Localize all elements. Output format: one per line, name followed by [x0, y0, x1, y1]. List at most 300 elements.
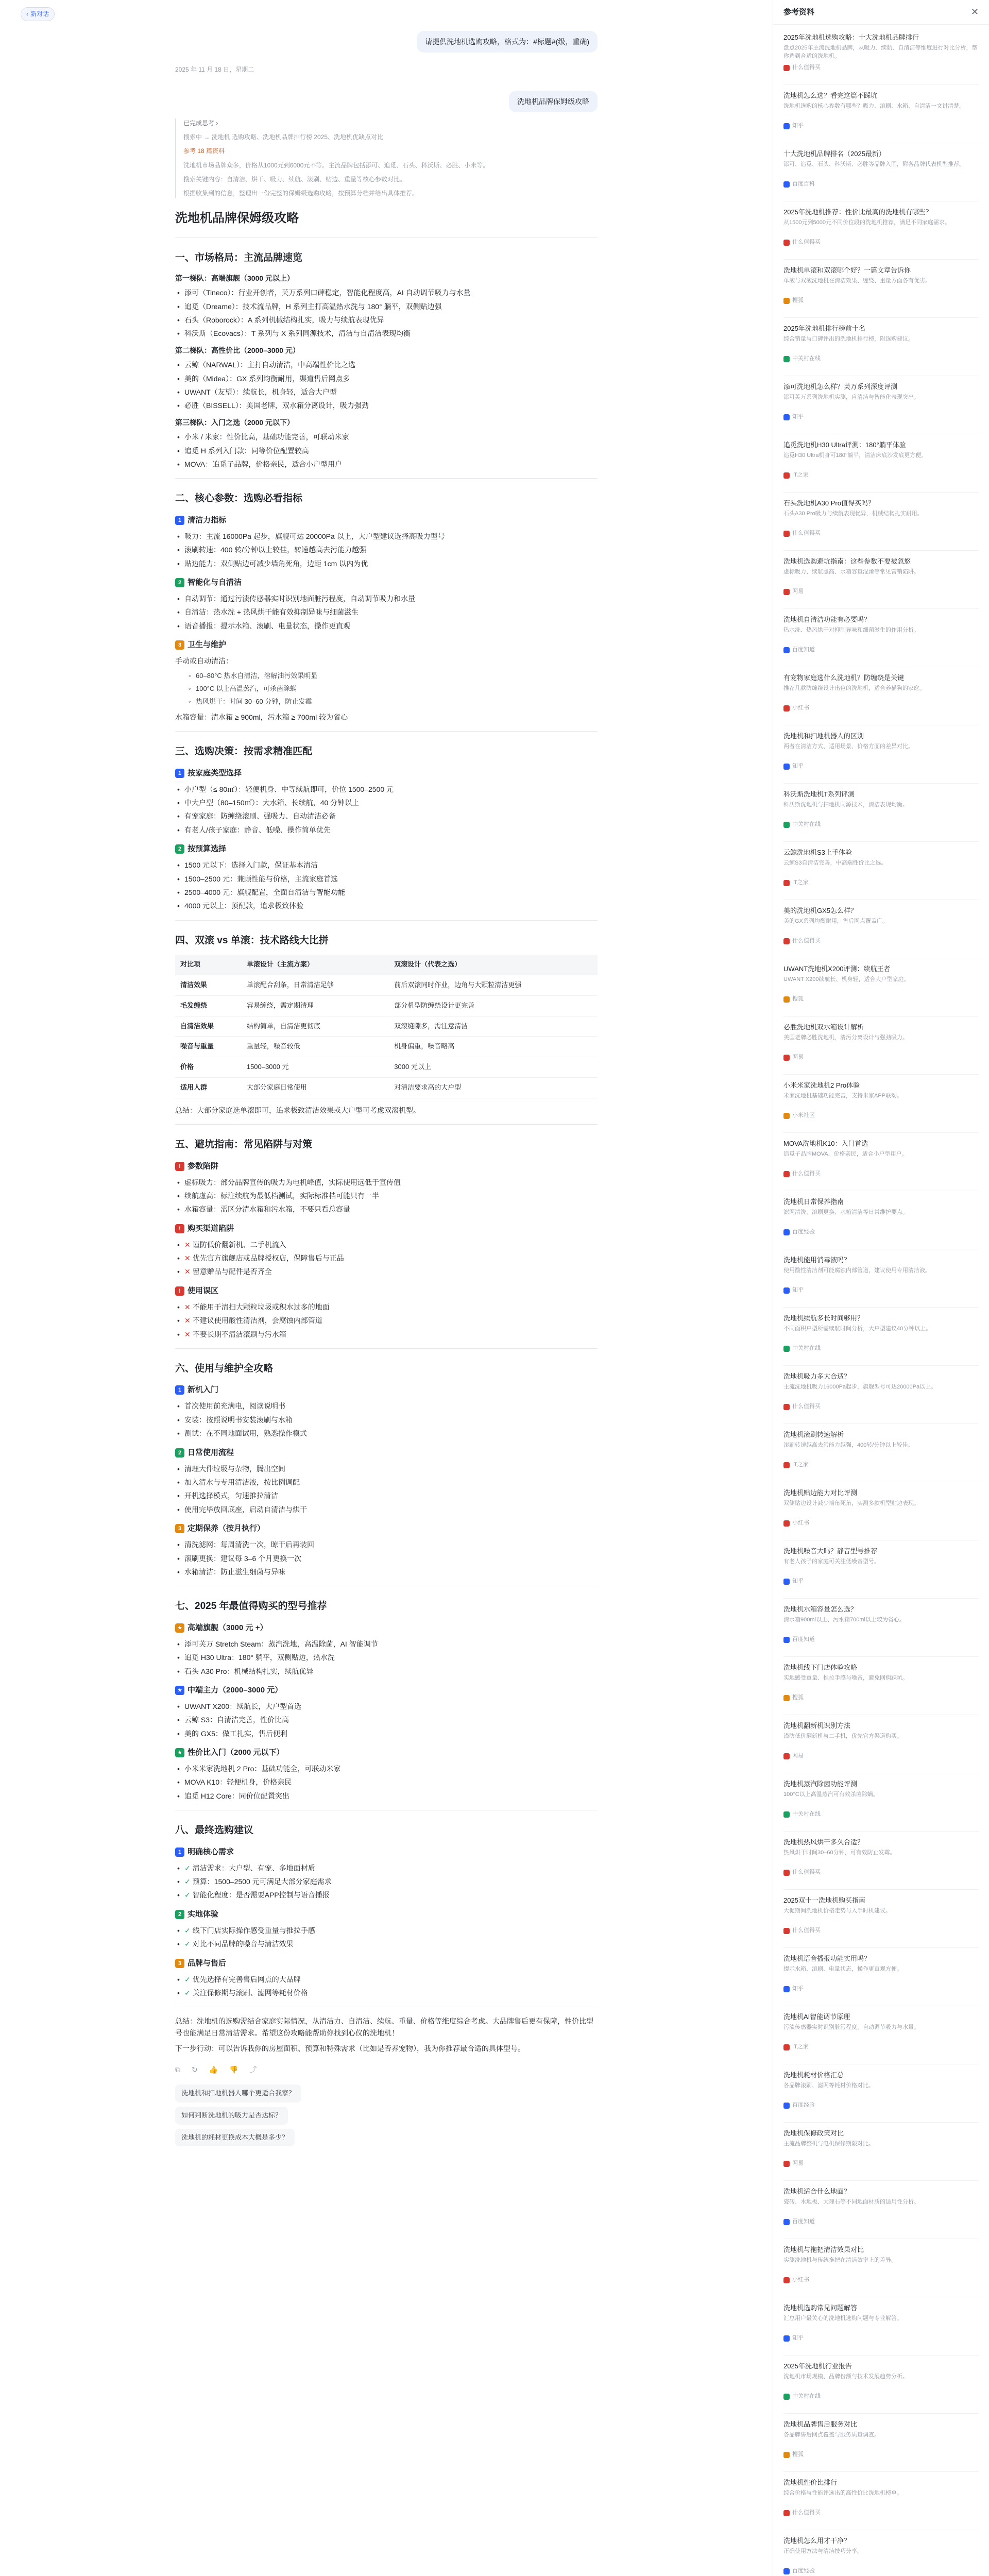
- reference-item[interactable]: [783, 2064, 979, 2123]
- reference-snippet: 洗地机选购的核心参数有哪些？吸力、滚刷、水箱、自清洁一文讲清楚。: [783, 103, 965, 110]
- thinking-toggle[interactable]: 已完成思考 ›: [183, 119, 218, 127]
- reference-source: [783, 1461, 979, 1470]
- reference-snippet: 综合价格与性能评选出的高性价比洗地机榜单。: [783, 2490, 902, 2497]
- list-item-text: 水箱容量：需区分清水箱和污水箱，不要只看总容量: [184, 1205, 350, 1214]
- reference-item[interactable]: [783, 2530, 979, 2576]
- reference-title: 2025年洗地机排行榜前十名: [783, 325, 865, 332]
- list-item: [175, 900, 598, 911]
- table-header-cell: 对比项: [175, 955, 242, 975]
- list-item-text: 美的 GX5：做工扎实，售后便利: [184, 1729, 287, 1738]
- list-item: [175, 1666, 598, 1677]
- list-item-text: 清洁需求：大户型、有宠、多地面材质: [192, 1863, 315, 1872]
- reference-title: 有宠物家庭选什么洗地机？防缠绕是关键: [783, 674, 905, 682]
- bullet-list: [175, 359, 598, 412]
- reference-source: [783, 2159, 979, 2168]
- list-item-text: 科沃斯（Ecovacs）：T 系列与 X 系列同源技术，清洁与自清洁表现均衡: [184, 329, 411, 338]
- reference-item[interactable]: [783, 551, 979, 609]
- source-favicon-icon: [783, 1229, 790, 1235]
- bullet-list: [175, 1539, 598, 1578]
- list-item-text: 滚刷更换：建议每 3–6 个月更换一次: [184, 1554, 302, 1563]
- reference-item[interactable]: [783, 2472, 979, 2530]
- reference-item[interactable]: [783, 1715, 979, 1773]
- reference-snippet: 米家洗地机基础功能完善，支持米家APP联动。: [783, 1093, 903, 1099]
- reference-item[interactable]: [783, 493, 979, 551]
- reference-item[interactable]: [783, 2297, 979, 2355]
- reference-title: 洗地机单滚和双滚哪个好？一篇文章告诉你: [783, 266, 911, 274]
- list-item-text: 2500–4000 元：旗舰配置，全面自清洁与智能功能: [184, 888, 345, 896]
- section-icon: 1: [175, 769, 184, 778]
- reference-title: 洗地机续航多长时间够用？: [783, 1314, 864, 1322]
- source-favicon-icon: [783, 1287, 790, 1294]
- reference-title: MOVA洗地机K10：入门首选: [783, 1140, 868, 1147]
- source-name: IT之家: [792, 1462, 809, 1468]
- reference-title: 洗地机热风烘干多久合适？: [783, 1838, 864, 1846]
- source-name: 网易: [792, 2160, 804, 2167]
- source-favicon-icon: [783, 2335, 790, 2342]
- list-item: [175, 887, 598, 898]
- reference-title: 美的洗地机GX5怎么样？: [783, 907, 858, 914]
- group-heading: 第三梯队：入门之选（2000 元以下）: [175, 418, 295, 427]
- source-name: 搜狐: [792, 1694, 804, 1701]
- reference-item[interactable]: [783, 143, 979, 201]
- reference-item[interactable]: [783, 1540, 979, 1599]
- source-name: 搜狐: [792, 2451, 804, 2458]
- source-name: 搜狐: [792, 996, 804, 1003]
- source-favicon-icon: [783, 2510, 790, 2516]
- source-favicon-icon: [783, 1579, 790, 1585]
- dislike-button[interactable]: [229, 2064, 238, 2075]
- source-favicon-icon: [783, 1928, 790, 1934]
- source-name: 知乎: [792, 1287, 804, 1294]
- reference-snippet: 实地感受重量、推拉手感与噪音，避免网购踩坑。: [783, 1675, 908, 1682]
- check-icon: ✓: [184, 1877, 191, 1886]
- list-item-text: 小米米家洗地机 2 Pro：基础功能全，可联动米家: [184, 1765, 341, 1773]
- reference-item[interactable]: [783, 667, 979, 725]
- new-chat-button[interactable]: [21, 7, 55, 21]
- reference-title: 洗地机能用消毒液吗？: [783, 1256, 851, 1264]
- reference-source: [783, 471, 979, 480]
- reference-snippet: 美的GX系列均衡耐用，售后网点覆盖广。: [783, 918, 888, 925]
- reference-snippet: 添可、追觅、石头、科沃斯、必胜等品牌入围，附各品牌代表机型推荐。: [783, 161, 965, 168]
- conversation: [175, 31, 598, 2150]
- reference-item[interactable]: [783, 1366, 979, 1424]
- reference-snippet: 推荐几款防缠绕设计出色的洗地机，适合养猫狗的家庭。: [783, 685, 925, 692]
- reference-source: [783, 2509, 979, 2518]
- assistant-answer: [175, 209, 598, 2146]
- section-heading: 二、核心参数：选购必看指标: [175, 493, 303, 504]
- list-item: [175, 784, 598, 795]
- section-heading: 七、2025 年最值得购买的型号推荐: [175, 1601, 327, 1612]
- reference-source: [783, 1228, 979, 1237]
- list-item: [175, 1714, 598, 1725]
- reference-source: [783, 820, 979, 829]
- reference-title: 洗地机噪音大吗？静音型号推荐: [783, 1547, 878, 1555]
- list-item-text: 贴边能力：双侧贴边可减少墙角死角，边距 1cm 以内为优: [184, 559, 368, 568]
- reference-item[interactable]: [783, 434, 979, 493]
- reference-source: [783, 2276, 979, 2285]
- reference-item[interactable]: [783, 1075, 979, 1133]
- source-name: IT之家: [792, 472, 809, 479]
- reference-item[interactable]: [783, 1424, 979, 1482]
- list-item-text: 线下门店实际操作感受重量与推拉手感: [192, 1926, 315, 1935]
- list-item: [175, 1925, 598, 1936]
- source-favicon-icon: [783, 1520, 790, 1527]
- source-favicon-icon: [783, 2394, 790, 2400]
- reference-source: [783, 704, 979, 713]
- reference-title: 洗地机与拖把清洁效果对比: [783, 2246, 864, 2253]
- reference-source: [783, 1693, 979, 1703]
- list-item-text: 热风烘干：时间 30–60 分钟，防止发霉: [196, 698, 312, 706]
- source-name: 中关村在线: [792, 1345, 821, 1352]
- subsection-title: 品牌与售后: [187, 1958, 227, 1968]
- source-favicon-icon: [783, 181, 790, 188]
- section-icon: 2: [175, 1448, 184, 1458]
- suggested-question[interactable]: 洗地机和扫地机器人哪个更适合我家？: [175, 2084, 301, 2103]
- bullet-list: [175, 1301, 598, 1340]
- subsection-title: 智能化与自清洁: [187, 578, 242, 587]
- subsection-heading: [175, 1447, 598, 1459]
- reference-title: 洗地机选购常见问题解答: [783, 2304, 858, 2312]
- list-item-text: 智能化程度：是否需要APP控制与语音播报: [192, 1891, 330, 1900]
- source-favicon-icon: [783, 2277, 790, 2283]
- reference-item[interactable]: [783, 1016, 979, 1075]
- table-cell: 清洁效果: [175, 975, 242, 995]
- reference-source: [783, 1111, 979, 1121]
- bullet-list: [175, 1763, 598, 1802]
- list-item: [175, 1987, 598, 1998]
- divider: [175, 731, 598, 732]
- reference-source: [783, 1344, 979, 1353]
- reference-item[interactable]: [783, 2355, 979, 2414]
- source-name: 小红书: [792, 705, 809, 711]
- list-item-text: 关注保修期与滚刷、滤网等耗材价格: [192, 1988, 308, 1997]
- reference-source: [783, 2217, 979, 2227]
- reference-item[interactable]: [783, 1773, 979, 1832]
- reference-snippet: 100°C以上高温蒸汽可有效杀菌除螨。: [783, 1791, 879, 1798]
- reference-item[interactable]: [783, 1191, 979, 1249]
- bullet-list: [175, 859, 598, 912]
- subsection-heading: [175, 639, 598, 651]
- cross-icon: ✕: [184, 1254, 191, 1263]
- source-name: 网易: [792, 1753, 804, 1759]
- table-row: [175, 1057, 598, 1078]
- reference-title: 洗地机怎么用才干净？: [783, 2537, 851, 2545]
- list-item-text: 虚标吸力：部分品牌宣传的吸力为电机峰值，实际使用远低于宣传值: [184, 1178, 401, 1187]
- list-item-text: 追觅（Dreame）：技术流品牌，H 系列主打高温热水洗与 180° 躺平，双侧贴边强: [184, 302, 442, 311]
- source-name: 知乎: [792, 2335, 804, 2342]
- thinking-text: 搜索中 → 洗地机 选购攻略、洗地机品牌排行榜 2025、洗地机优缺点对比: [183, 133, 384, 141]
- table-cell: 双滚缝隙多，需注意清洁: [389, 1016, 598, 1037]
- reference-item[interactable]: [783, 958, 979, 1016]
- copy-icon: ⧉: [175, 2065, 180, 2074]
- list-item: [175, 1490, 598, 1501]
- subsection-title: 购买渠道陷阱: [187, 1224, 234, 1233]
- reference-item[interactable]: [783, 609, 979, 667]
- reference-source: [783, 63, 979, 73]
- reference-snippet: 双侧贴边设计减少墙角死角，实测多款机型贴边表现。: [783, 1500, 919, 1507]
- reference-item[interactable]: [783, 725, 979, 784]
- list-item: [175, 445, 598, 456]
- source-name: 搜狐: [792, 297, 804, 304]
- reference-source: [783, 1985, 979, 1994]
- reference-item[interactable]: [783, 1948, 979, 2006]
- section-heading: 五、避坑指南：常见陷阱与对策: [175, 1139, 313, 1150]
- reference-item[interactable]: [783, 1890, 979, 1948]
- table-row: [175, 1037, 598, 1057]
- reference-item[interactable]: [783, 2181, 979, 2239]
- list-item-text: 追觅 H 系列入门款：同等价位配置较高: [184, 446, 309, 455]
- reference-snippet: 热水洗、热风烘干对抑制异味和细菌滋生的作用分析。: [783, 627, 919, 634]
- regenerate-button[interactable]: [192, 2064, 198, 2075]
- list-item: [175, 684, 598, 694]
- source-name: 什么值得买: [792, 1869, 821, 1876]
- message-actions: [175, 2064, 598, 2075]
- reference-item[interactable]: [783, 900, 979, 958]
- reference-title: 洗地机吸力多大合适？: [783, 1372, 851, 1380]
- list-item: [175, 531, 598, 542]
- reference-source: [783, 529, 979, 538]
- source-favicon-icon: [783, 1870, 790, 1876]
- reference-source: [783, 646, 979, 655]
- table-cell: 容易缠绕，需定期清理: [242, 995, 389, 1016]
- user-message-2: 洗地机品牌保姆级攻略: [509, 91, 598, 112]
- list-item-text: MOVA K10：轻便机身，价格亲民: [184, 1778, 292, 1787]
- subsection-title: 中端主力（2000–3000 元）: [187, 1685, 283, 1694]
- reference-item[interactable]: [783, 842, 979, 900]
- reference-source: [783, 995, 979, 1004]
- reference-snippet: 盘点2025年主流洗地机品牌，从吸力、续航、自清洁等维度进行对比分析，帮你选到合适的洗地机。: [783, 45, 978, 60]
- reference-source: [783, 1926, 979, 1936]
- reference-snippet: 主流品牌整机与电机保修期限对比。: [783, 2141, 874, 2147]
- source-favicon-icon: [783, 2452, 790, 2458]
- source-favicon-icon: [783, 240, 790, 246]
- list-item-text: 不能用于清扫大颗粒垃圾或积水过多的地面: [192, 1302, 330, 1311]
- list-item: [175, 671, 598, 682]
- source-name: 中关村在线: [792, 1811, 821, 1818]
- source-favicon-icon: [783, 65, 790, 71]
- list-item: [175, 797, 598, 808]
- subsection-title: 日常使用流程: [187, 1448, 234, 1457]
- source-favicon-icon: [783, 647, 790, 653]
- list-item: [175, 1790, 598, 1802]
- list-item-text: 中大户型（80–150㎡）：大水箱、长续航，40 分钟以上: [184, 799, 360, 807]
- source-favicon-icon: [783, 1753, 790, 1759]
- reference-source: [783, 180, 979, 189]
- reference-snippet: 综合销量与口碑评出的洗地机排行榜，附选购建议。: [783, 336, 914, 343]
- dislike-icon: 👎: [229, 2065, 238, 2074]
- bullet-list: [175, 593, 598, 632]
- new-chat-label: 新对话: [30, 10, 49, 18]
- suggested-question[interactable]: 如何判断洗地机的吸力是否达标？: [175, 2107, 288, 2125]
- list-item-text: 石头（Roborock）：A 系列机械结构扎实，吸力与续航表现优异: [184, 316, 384, 325]
- table-cell: 部分机型防缠绕设计更完善: [389, 995, 598, 1016]
- reference-snippet: 清水箱900ml以上、污水箱700ml以上较为省心。: [783, 1617, 905, 1623]
- reference-item[interactable]: [783, 2006, 979, 2064]
- source-favicon-icon: [783, 880, 790, 886]
- reference-source: [783, 1402, 979, 1412]
- check-icon: ✓: [184, 1940, 191, 1948]
- reference-source: [783, 1868, 979, 1877]
- list-item: [175, 1728, 598, 1739]
- source-favicon-icon: [783, 1462, 790, 1468]
- list-item: [175, 1400, 598, 1412]
- source-favicon-icon: [783, 996, 790, 1003]
- reference-title: 洗地机滚刷转速解析: [783, 1431, 844, 1438]
- reference-item[interactable]: [783, 1599, 979, 1657]
- section-heading: 六、使用与维护全攻略: [175, 1363, 274, 1375]
- list-item: [175, 1652, 598, 1663]
- subsection-heading: [175, 767, 598, 779]
- list-item-text: 滚刷转速：400 转/分钟以上较佳，转速越高去污能力越强: [184, 546, 367, 554]
- list-item-text: 石头 A30 Pro：机械结构扎实，续航优异: [184, 1667, 314, 1675]
- list-item: [175, 1428, 598, 1439]
- reference-title: 十大洗地机品牌排名（2025最新）: [783, 150, 885, 158]
- reference-title: 云鲸洗地机S3上手体验: [783, 849, 852, 856]
- reference-title: 2025双十一洗地机购买指南: [783, 1896, 865, 1904]
- list-item: [175, 459, 598, 470]
- list-item: [175, 1315, 598, 1326]
- list-item: [175, 1701, 598, 1712]
- list-item-text: 1500 元以下：选择入门款，保证基本清洁: [184, 861, 318, 870]
- regenerate-icon: ↻: [192, 2065, 198, 2074]
- reference-source: [783, 1810, 979, 1819]
- list-item-text: 优先官方旗舰店或品牌授权店，保障售后与正品: [192, 1254, 344, 1263]
- thinking-text: 洗地机市场品牌众多，价格从1000元到6000元不等。主流品牌包括添可、追觅、石头、科沃斯、必胜、小米等。: [183, 161, 489, 169]
- source-favicon-icon: [783, 764, 790, 770]
- share-icon: ⤴: [249, 2065, 257, 2074]
- reference-source: [783, 587, 979, 597]
- source-name: 什么值得买: [792, 1927, 821, 1934]
- reference-title: 洗地机和扫地机器人的区别: [783, 732, 864, 740]
- list-item-text: 安装：按照说明书安装滚刷与水箱: [184, 1415, 293, 1424]
- bullet-list: [175, 531, 598, 569]
- reference-item[interactable]: [783, 2414, 979, 2472]
- reference-snippet: 追觅子品牌MOVA，价格亲民，适合小户型用户。: [783, 1151, 908, 1158]
- reference-title: 2025年洗地机行业报告: [783, 2362, 852, 2370]
- subsection-heading: [175, 1957, 598, 1970]
- reference-item[interactable]: [783, 1249, 979, 1308]
- reference-item[interactable]: [783, 2123, 979, 2181]
- list-item: [175, 431, 598, 443]
- reference-item[interactable]: [783, 201, 979, 260]
- reference-item[interactable]: [783, 1832, 979, 1890]
- reference-item[interactable]: [783, 260, 979, 318]
- section-icon: 1: [175, 1385, 184, 1395]
- subsection-title: 实地体验: [187, 1909, 219, 1919]
- reference-source: [783, 762, 979, 771]
- source-favicon-icon: [783, 1171, 790, 1177]
- like-button[interactable]: [209, 2064, 218, 2075]
- reference-snippet: 单滚与双滚洗地机在清洁效果、缠绕、重量方面各有优劣。: [783, 278, 931, 284]
- subsection-heading: [175, 514, 598, 527]
- reference-source: [783, 878, 979, 888]
- source-name: 百度知道: [792, 2218, 815, 2225]
- table-cell: 自清洁效果: [175, 1016, 242, 1037]
- reference-item[interactable]: [783, 1482, 979, 1540]
- reference-item[interactable]: [783, 27, 979, 85]
- section-icon: !: [175, 1162, 184, 1171]
- reference-title: 洗地机选购避坑指南：这些参数不要被忽悠: [783, 557, 911, 565]
- source-favicon-icon: [783, 1986, 790, 1992]
- reference-snippet: 洗地机市场规模、品牌份额与技术发展趋势分析。: [783, 2374, 908, 2380]
- reference-title: 2025年洗地机选购攻略：十大洗地机品牌排行: [783, 33, 919, 41]
- list-item-text: 清理大件垃圾与杂物，腾出空间: [184, 1464, 285, 1473]
- list-item: [175, 1938, 598, 1950]
- reference-title: 2025年洗地机推荐：性价比最高的洗地机有哪些？: [783, 208, 932, 216]
- source-favicon-icon: [783, 356, 790, 362]
- section-heading: 一、市场格局：主流品牌速览: [175, 252, 303, 264]
- list-item-text: 语音播报：提示水箱、滚刷、电量状态，操作更直观: [184, 621, 350, 630]
- table-cell: 单滚配合刮条，日常清洁足够: [242, 975, 389, 995]
- reference-item[interactable]: [783, 85, 979, 143]
- list-item: [175, 1539, 598, 1550]
- list-item-text: 首次使用前充满电，阅读说明书: [184, 1402, 285, 1411]
- list-item-text: UWANT（友望）：续航长，机身轻，适合大户型: [184, 388, 337, 396]
- reference-item[interactable]: [783, 1308, 979, 1366]
- answer-title: 洗地机品牌保姆级攻略: [175, 211, 299, 226]
- thinking-source[interactable]: 参考 18 篇资料: [183, 147, 225, 155]
- reference-source: [783, 122, 979, 131]
- section-icon: 1: [175, 1848, 184, 1857]
- bullet-list: [175, 1701, 598, 1739]
- subsection-title: 清洁力指标: [187, 515, 227, 524]
- source-name: 百度经验: [792, 2102, 815, 2109]
- bullet-list: [175, 784, 598, 836]
- list-item-text: 4000 元以上：顶配款，追求极致体验: [184, 902, 304, 910]
- list-item-text: 追觅 H30 Ultra：180° 躺平，双侧贴边，热水洗: [184, 1653, 335, 1662]
- reference-snippet: 瓷砖、木地板、大理石等不同地面材质的适用性分析。: [783, 2199, 919, 2206]
- reference-title: 洗地机耗材价格汇总: [783, 2071, 844, 2079]
- reference-item[interactable]: [783, 2239, 979, 2297]
- list-item-text: 60–80°C 热水自清洁，溶解油污效果明显: [196, 672, 318, 680]
- share-button[interactable]: [250, 2064, 257, 2075]
- reference-item[interactable]: [783, 318, 979, 376]
- reference-title: 洗地机性价比排行: [783, 2479, 838, 2486]
- source-name: 网易: [792, 588, 804, 595]
- reference-item[interactable]: [783, 1657, 979, 1715]
- section-icon: 2: [175, 844, 184, 854]
- subsection-title: 使用误区: [187, 1286, 219, 1295]
- source-name: 知乎: [792, 1578, 804, 1585]
- source-name: IT之家: [792, 2044, 809, 2050]
- list-item-text: 有宠家庭：防缠绕滚刷、强吸力、自动清洁必备: [184, 812, 336, 821]
- reference-source: [783, 413, 979, 422]
- list-item-text: 优先选择有完善售后网点的大品牌: [192, 1975, 301, 1984]
- suggested-question[interactable]: 洗地机的耗材更换成本大概是多少？: [175, 2129, 295, 2147]
- list-item: [175, 1566, 598, 1578]
- close-icon[interactable]: ✕: [970, 7, 979, 18]
- table-header-row: [175, 955, 598, 975]
- subsection-heading: [175, 1846, 598, 1858]
- source-favicon-icon: [783, 472, 790, 479]
- reference-snippet: 追觅H30 Ultra机身可180°躺平，清洁床底沙发底更方便。: [783, 452, 927, 459]
- source-favicon-icon: [783, 123, 790, 129]
- reference-item[interactable]: [783, 784, 979, 842]
- list-item: [175, 1763, 598, 1774]
- reference-source: [783, 1635, 979, 1645]
- table-cell: 前后双滚同时作业，边角与大颗粒清洁更强: [389, 975, 598, 995]
- subsection-title: 高端旗舰（3000 元 +）: [187, 1623, 268, 1632]
- reference-item[interactable]: [783, 376, 979, 434]
- references-list: [773, 25, 989, 2576]
- copy-button[interactable]: [175, 2064, 180, 2075]
- reference-source: [783, 2567, 979, 2576]
- reference-item[interactable]: [783, 1133, 979, 1191]
- source-favicon-icon: [783, 2219, 790, 2225]
- reference-snippet: 大促期间洗地机价格走势与入手时机建议。: [783, 1908, 891, 1914]
- bullet-list: [175, 1974, 598, 1999]
- bullet-list: [175, 671, 598, 707]
